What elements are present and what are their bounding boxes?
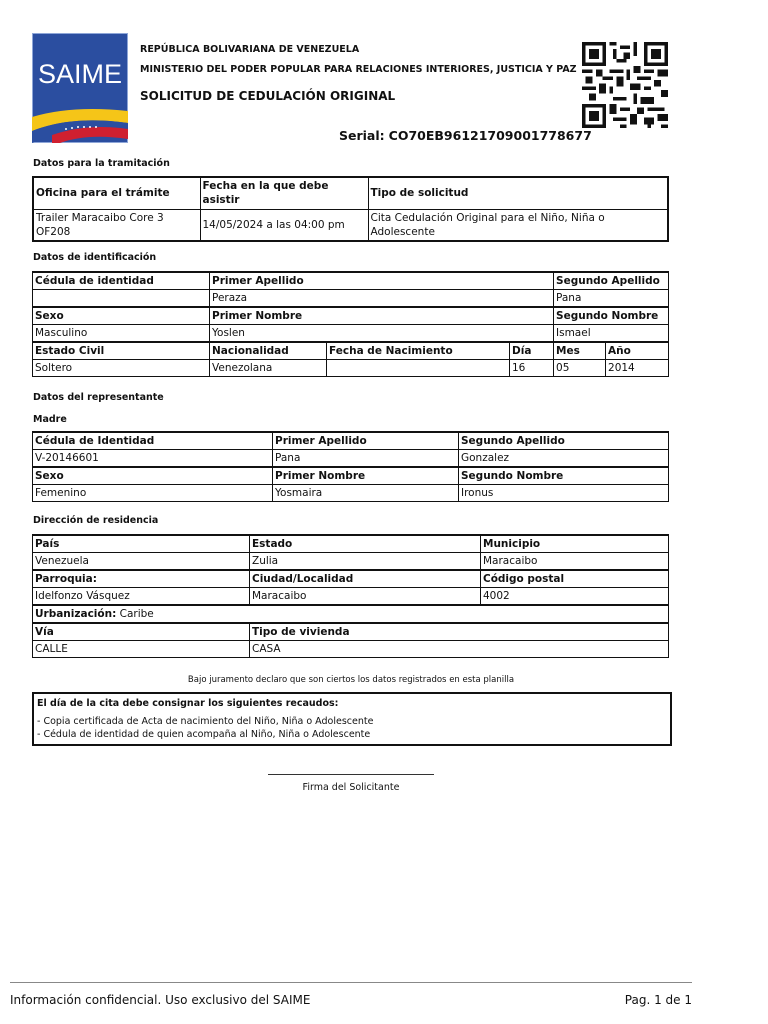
header-fecha-nacimiento: Fecha de Nacimiento: [327, 342, 510, 360]
value-sexo: Masculino: [33, 325, 210, 343]
header-estado-civil: Estado Civil: [33, 342, 210, 360]
header-primer-nombre-madre: Primer Nombre: [273, 467, 459, 485]
value-via: CALLE: [33, 641, 250, 658]
value-tipo-vivienda: CASA: [250, 641, 669, 658]
value-fecha: 14/05/2024 a las 04:00 pm: [200, 209, 368, 241]
value-segundo-nombre: Ismael: [554, 325, 669, 343]
value-ciudad: Maracaibo: [250, 588, 481, 606]
header-pais: País: [33, 535, 250, 553]
value-segundo-nombre-madre: Ironus: [459, 485, 669, 502]
header-dia: Día: [510, 342, 554, 360]
header-line-ministry: MINISTERIO DEL PODER POPULAR PARA RELACIONES INTERIORES, JUSTICIA Y PAZ: [140, 64, 577, 75]
value-anio: 2014: [606, 360, 669, 377]
urbanizacion-value: Caribe: [119, 608, 154, 620]
value-segundo-apellido-madre: Gonzalez: [459, 450, 669, 468]
header-municipio: Municipio: [481, 535, 669, 553]
urbanizacion-cell: [33, 605, 669, 623]
value-primer-nombre-madre: Yosmaira: [273, 485, 459, 502]
section-title-tramitacion: Datos para la tramitación: [33, 158, 170, 169]
serial-value: CO70EB96121709001778677: [388, 128, 592, 143]
requirements-box: [32, 692, 672, 746]
value-dia: 16: [510, 360, 554, 377]
header-sexo-madre: Sexo: [33, 467, 273, 485]
logo-text: SAIME: [37, 59, 123, 89]
section-title-identificacion: Datos de identificación: [33, 252, 157, 263]
urbanizacion-label: Urbanización:: [35, 608, 117, 620]
header-sexo: Sexo: [33, 307, 210, 325]
page-title: SOLICITUD DE CEDULACIÓN ORIGINAL: [140, 89, 396, 103]
value-pais: Venezuela: [33, 553, 250, 571]
header-primer-nombre: Primer Nombre: [210, 307, 554, 325]
footer-page-number: Pag. 1 de 1: [624, 993, 692, 1007]
header-tipo-vivienda: Tipo de vivienda: [250, 623, 669, 641]
value-nacionalidad: Venezolana: [210, 360, 327, 377]
footer-divider: [10, 982, 692, 983]
representante-table: [32, 431, 669, 502]
value-municipio: Maracaibo: [481, 553, 669, 571]
identificacion-table: [32, 271, 669, 377]
header-estado: Estado: [250, 535, 481, 553]
section-title-representante: Datos del representante: [33, 392, 164, 403]
section-title-direccion: Dirección de residencia: [33, 515, 159, 526]
header-codigo-postal: Código postal: [481, 570, 669, 588]
value-codigo-postal: 4002: [481, 588, 669, 606]
value-segundo-apellido: Pana: [554, 290, 669, 308]
header-segundo-nombre-madre: Segundo Nombre: [459, 467, 669, 485]
header-segundo-nombre: Segundo Nombre: [554, 307, 669, 325]
header-fecha: Fecha en la que debe asistir: [200, 177, 368, 209]
header-ciudad: Ciudad/Localidad: [250, 570, 481, 588]
saime-logo: [32, 33, 128, 143]
value-parroquia: Idelfonzo Vásquez: [33, 588, 250, 606]
value-estado-civil: Soltero: [33, 360, 210, 377]
signature-line: [268, 774, 434, 775]
header-primer-apellido: Primer Apellido: [210, 272, 554, 290]
header-via: Vía: [33, 623, 250, 641]
header-anio: Año: [606, 342, 669, 360]
header-line-republic: REPÚBLICA BOLIVARIANA DE VENEZUELA: [140, 44, 360, 55]
value-oficina: Trailer Maracaibo Core 3 OF208: [33, 209, 200, 241]
qr-code-icon: [582, 42, 668, 128]
header-tipo: Tipo de solicitud: [368, 177, 668, 209]
value-fecha-nacimiento: [327, 360, 510, 377]
header-cedula-madre: Cédula de Identidad: [33, 432, 273, 450]
oath-statement: Bajo juramento declaro que son ciertos los datos registrados en esta planilla: [187, 675, 515, 685]
requirement-item: - Copia certificada de Acta de nacimiento del Niño, Niña o Adolescente: [37, 716, 374, 727]
value-primer-apellido-madre: Pana: [273, 450, 459, 468]
serial-number: [339, 128, 592, 143]
tramitacion-table: [32, 176, 669, 242]
direccion-table: [32, 534, 669, 658]
header-nacionalidad: Nacionalidad: [210, 342, 327, 360]
section-subtitle-madre: Madre: [33, 414, 67, 425]
header-primer-apellido-madre: Primer Apellido: [273, 432, 459, 450]
signature-label: Firma del Solicitante: [302, 782, 400, 793]
header-segundo-apellido-madre: Segundo Apellido: [459, 432, 669, 450]
value-cedula: [33, 290, 210, 308]
header-parroquia: Parroquia:: [33, 570, 250, 588]
requirements-title: El día de la cita debe consignar los siguientes recaudos:: [37, 698, 339, 709]
footer-confidential-note: Información confidencial. Uso exclusivo del SAIME: [10, 993, 311, 1007]
value-cedula-madre: V-20146601: [33, 450, 273, 468]
serial-label: Serial:: [339, 128, 385, 143]
requirement-item: - Cédula de identidad de quien acompaña al Niño, Niña o Adolescente: [37, 729, 371, 740]
value-primer-apellido: Peraza: [210, 290, 554, 308]
value-primer-nombre: Yoslen: [210, 325, 554, 343]
header-segundo-apellido: Segundo Apellido: [554, 272, 669, 290]
header-mes: Mes: [554, 342, 606, 360]
value-tipo: Cita Cedulación Original para el Niño, Niña o Adolescente: [368, 209, 668, 241]
value-sexo-madre: Femenino: [33, 485, 273, 502]
value-mes: 05: [554, 360, 606, 377]
value-estado: Zulia: [250, 553, 481, 571]
header-oficina: Oficina para el trámite: [33, 177, 200, 209]
header-cedula: Cédula de identidad: [33, 272, 210, 290]
